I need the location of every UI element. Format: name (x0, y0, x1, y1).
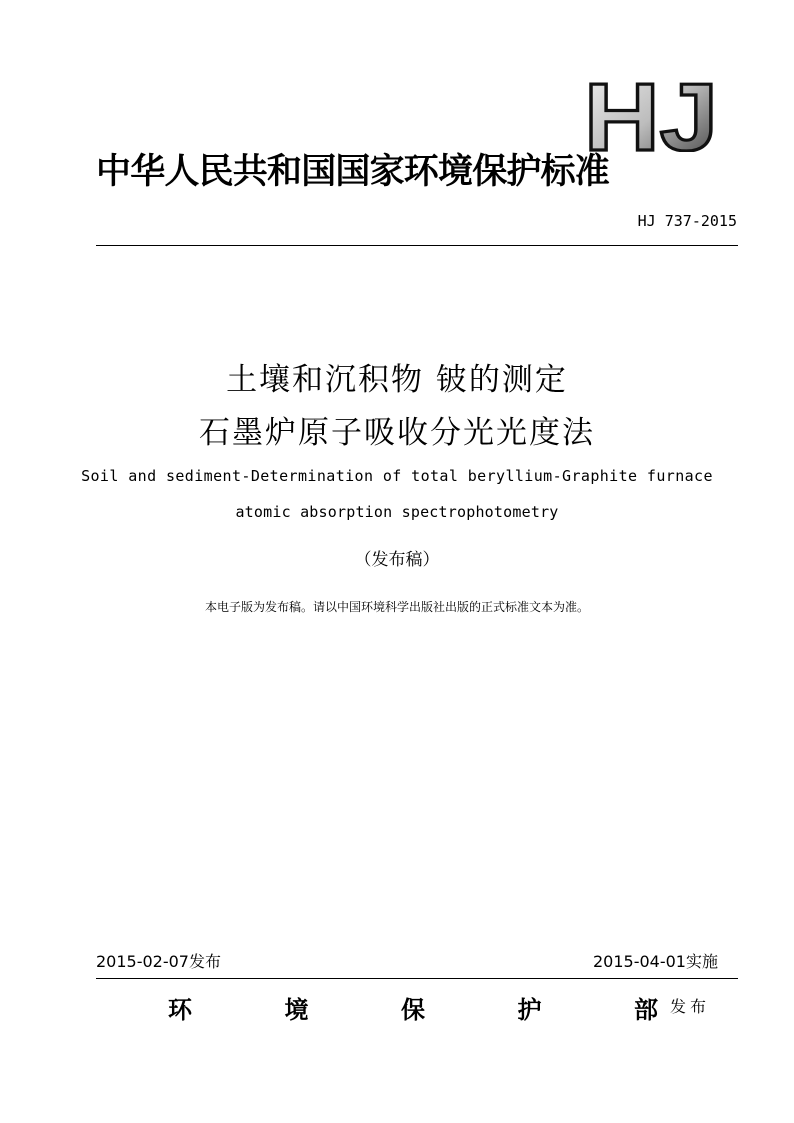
title-en-line-1: Soil and sediment-Determination of total beryllium-Graphite furnace (81, 467, 713, 485)
issuer-char: 环 (168, 995, 192, 1024)
electronic-version-note: 本电子版为发布稿。请以中国环境科学出版社出版的正式标准文本为准。 (204, 600, 589, 614)
issuing-authority-title: 中华人民共和国国家环境保护标准 (96, 152, 610, 192)
title-zh-line-1: 土壤和沉积物 铍的测定 (226, 362, 568, 398)
header-divider (96, 245, 738, 246)
standard-number: HJ 737-2015 (637, 212, 737, 230)
title-en-line-2: atomic absorption spectrophotometry (235, 503, 559, 521)
publish-date: 2015-02-07发布 (96, 952, 221, 971)
issuer-suffix: 发布 (670, 997, 711, 1016)
issuer-char: 保 (401, 995, 425, 1024)
issuer-char: 部 (634, 995, 658, 1024)
footer-divider (96, 978, 738, 979)
issuer-char: 护 (517, 995, 542, 1024)
issuer-char: 境 (284, 995, 309, 1024)
issuer-name (168, 990, 658, 1024)
title-zh-line-2: 石墨炉原子吸收分光光度法 (199, 415, 595, 451)
implementation-date: 2015-04-01实施 (593, 952, 718, 971)
hj-logo (584, 74, 718, 152)
hj-logo-text: HJ (584, 74, 718, 152)
draft-label: （发布稿） (354, 550, 440, 570)
